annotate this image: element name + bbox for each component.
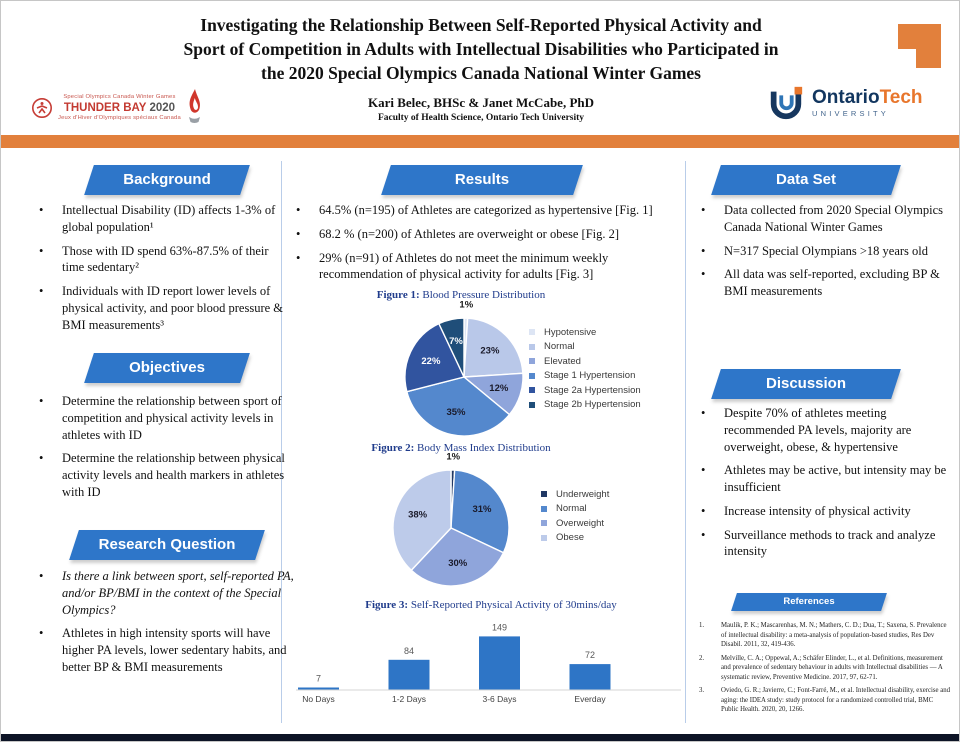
bullet-dot: • bbox=[296, 203, 301, 217]
pie-slice-label: 23% bbox=[480, 345, 500, 357]
thunder-bay-logo-text bbox=[58, 94, 181, 123]
figure2-pie-chart bbox=[373, 451, 543, 601]
reference-text: Oviedo, G. R.; Javierre, C.; Font-Farré, M., et al. Intellectual disability, exercise and aging: the IDEA study: study protocol for a randomized controlled trial, BMC Public Health. 2020, 20, 1266. bbox=[721, 687, 951, 714]
pie-slice-label: 1% bbox=[459, 299, 474, 311]
figure3-caption bbox=[311, 599, 671, 611]
bullet-text: Data collected from 2020 Special Olympics Canada National Winter Games bbox=[724, 203, 944, 234]
background-bullets bbox=[39, 202, 293, 340]
bar-value-label: 84 bbox=[403, 645, 415, 656]
pie-slice-label: 31% bbox=[472, 504, 492, 516]
bullet-text: Athletes in high intensity sports will have higher PA levels, lower sedentary habits, and better BP & BMI measurements bbox=[62, 626, 287, 674]
legend-marker bbox=[529, 329, 535, 335]
orange-corner-decoration-step bbox=[916, 49, 941, 68]
bullet-item bbox=[701, 527, 953, 561]
legend-item bbox=[529, 325, 641, 340]
legend-label: Stage 2b Hypertension bbox=[544, 399, 641, 411]
bullet-item bbox=[701, 405, 953, 455]
background-title: Background bbox=[123, 171, 211, 188]
references-list bbox=[699, 621, 951, 719]
bullet-item bbox=[39, 450, 295, 500]
bullet-item bbox=[701, 462, 953, 496]
bullet-text: Athletes may be active, but intensity may be insufficient bbox=[724, 463, 947, 494]
bar-category-label: 1-2 Days bbox=[391, 694, 427, 704]
references-banner bbox=[734, 593, 884, 611]
footer-bar bbox=[1, 734, 960, 742]
bullet-text: Despite 70% of athletes meeting recommended PA levels, majority are overweight, obese, & hypertensive bbox=[724, 406, 912, 454]
bullet-dot: • bbox=[39, 569, 44, 583]
bar-value-label: 72 bbox=[584, 650, 596, 661]
bullet-dot: • bbox=[39, 203, 44, 217]
legend-item bbox=[529, 340, 641, 355]
pie-slice-label: 1% bbox=[446, 451, 461, 463]
figure2-legend bbox=[541, 487, 609, 545]
reference-number: 1. bbox=[699, 622, 705, 629]
reference-number: 2. bbox=[699, 654, 705, 662]
bullet-item bbox=[296, 226, 684, 243]
bar-category-label: No Days bbox=[302, 694, 335, 704]
bullet-text: Determine the relationship between physical activity levels and health markers in athletes with ID bbox=[62, 451, 285, 499]
data-set-banner bbox=[716, 165, 896, 195]
bullet-dot: • bbox=[39, 243, 44, 258]
bullet-text: 68.2 % (n=200) of Athletes are overweight or obese [Fig. 2] bbox=[319, 226, 620, 241]
research-question-banner bbox=[74, 530, 260, 560]
bullet-item bbox=[296, 250, 684, 284]
ontario-tech-logo-text bbox=[812, 88, 923, 118]
bar-3-6-days bbox=[479, 636, 520, 690]
legend-label: Normal bbox=[544, 341, 575, 353]
bullet-item bbox=[39, 202, 293, 236]
data-set-bullets bbox=[701, 202, 951, 307]
figure1-legend bbox=[529, 325, 641, 412]
bullet-dot: • bbox=[701, 243, 706, 258]
bullet-dot: • bbox=[39, 284, 44, 298]
bullet-dot: • bbox=[296, 250, 301, 265]
results-bullets bbox=[296, 202, 684, 290]
legend-marker bbox=[541, 535, 547, 541]
reference-number: 3. bbox=[699, 687, 705, 695]
reference-text: Maulik, P. K.; Mascarenhas, M. N.; Mathers, C. D.; Dua, T.; Saxena, S. Prevalence of intellectual disability: a meta-analysis of population-based studies, Res Dev Disabil. 2011, 32, 419-436. bbox=[721, 622, 947, 649]
bullet-text: 64.5% (n=195) of Athletes are categorized as hypertensive [Fig. 1] bbox=[319, 203, 653, 217]
tb-logo-city: THUNDER BAY bbox=[63, 101, 147, 114]
legend-marker bbox=[529, 358, 535, 364]
bullet-item bbox=[39, 568, 297, 618]
bullet-text: Increase intensity of physical activity bbox=[724, 503, 911, 518]
bullet-dot: • bbox=[701, 203, 706, 217]
legend-label: Stage 2a Hypertension bbox=[544, 384, 641, 396]
torch-icon bbox=[186, 88, 203, 128]
bullet-item bbox=[39, 283, 293, 333]
ot-logo-name-ontario: Ontario bbox=[812, 87, 880, 109]
discussion-title: Discussion bbox=[765, 375, 847, 392]
bullet-item bbox=[701, 202, 951, 236]
legend-item bbox=[529, 383, 641, 398]
bullet-item bbox=[701, 503, 953, 520]
legend-marker bbox=[541, 506, 547, 512]
legend-marker bbox=[529, 402, 535, 408]
bar-everday bbox=[570, 664, 611, 690]
figure2-caption-text: Body Mass Index Distribution bbox=[417, 442, 551, 454]
discussion-bullets bbox=[701, 405, 953, 567]
bar-value-label: 7 bbox=[315, 673, 322, 684]
bullet-text: Individuals with ID report lower levels of physical activity, and poor blood pressure & BMI measurements³ bbox=[62, 284, 284, 332]
bar-category-label: 3-6 Days bbox=[482, 694, 517, 704]
legend-item bbox=[541, 531, 609, 546]
pie-slice-label: 38% bbox=[408, 509, 428, 521]
orange-corner-decoration bbox=[898, 24, 941, 49]
title-line-3: the 2020 Special Olympics Canada National Winter Games bbox=[261, 63, 701, 83]
bullet-item bbox=[701, 266, 951, 300]
figure3-bar-chart bbox=[296, 613, 686, 713]
legend-label: Hypotensive bbox=[544, 326, 597, 338]
references-title: References bbox=[783, 596, 835, 607]
ot-logo-name-tech: Tech bbox=[879, 87, 923, 109]
bullet-dot: • bbox=[701, 463, 706, 478]
special-olympics-emblem-icon bbox=[31, 97, 53, 119]
legend-label: Normal bbox=[556, 503, 587, 515]
data-set-title: Data Set bbox=[775, 171, 837, 188]
ontario-tech-shield-icon bbox=[767, 84, 805, 122]
legend-marker bbox=[541, 491, 547, 497]
legend-item bbox=[541, 516, 609, 531]
figure3-caption-text: Self-Reported Physical Activity of 30mins/day bbox=[410, 599, 617, 611]
discussion-banner bbox=[716, 369, 896, 399]
reference-item bbox=[699, 654, 951, 683]
bullet-text: N=317 Special Olympians >18 years old bbox=[724, 243, 928, 258]
legend-label: Obese bbox=[556, 532, 584, 544]
tb-logo-line2 bbox=[58, 101, 181, 115]
pie-slice-label: 30% bbox=[448, 557, 468, 569]
bullet-text: Intellectual Disability (ID) affects 1-3% of global population¹ bbox=[62, 203, 276, 234]
background-banner bbox=[89, 165, 245, 195]
bullet-dot: • bbox=[39, 394, 44, 408]
ot-logo-subtitle: UNIVERSITY bbox=[812, 109, 890, 119]
reference-item bbox=[699, 686, 951, 715]
thunder-bay-2020-logo bbox=[31, 85, 209, 131]
legend-label: Elevated bbox=[544, 355, 581, 367]
legend-item bbox=[541, 502, 609, 517]
bullet-text: Surveillance methods to track and analyze intensity bbox=[724, 527, 936, 559]
bullet-text: Is there a link between sport, self-reported PA, and/or BP/BMI in the context of the Special Olympics? bbox=[62, 569, 294, 617]
pie-slice-label: 22% bbox=[421, 355, 441, 367]
legend-label: Overweight bbox=[556, 517, 605, 529]
reference-item bbox=[699, 621, 951, 650]
bullet-dot: • bbox=[296, 226, 301, 241]
legend-label: Stage 1 Hypertension bbox=[544, 370, 636, 382]
legend-marker bbox=[529, 387, 535, 393]
bullet-dot: • bbox=[701, 267, 706, 282]
bullet-dot: • bbox=[701, 527, 706, 542]
title-line-1: Investigating the Relationship Between Self-Reported Physical Activity and bbox=[200, 15, 762, 35]
bullet-dot: • bbox=[701, 406, 706, 420]
reference-text: Melville, C. A.; Oppewal, A.; Schäfer Elinder, L., et al. Definitions, measurement and prevalence of sedentary behaviour in adults with Intellectual disabilities — A systematic review, Preventive Medicine. 2017, 97, 62-71. bbox=[721, 654, 943, 681]
legend-item bbox=[529, 354, 641, 369]
pie-slice-label: 12% bbox=[489, 382, 509, 394]
tb-logo-line1: Special Olympics Canada Winter Games bbox=[63, 93, 176, 100]
bar-category-label: Everday bbox=[574, 694, 606, 704]
bullet-item bbox=[39, 625, 297, 675]
bullet-item bbox=[296, 202, 684, 219]
results-banner bbox=[386, 165, 578, 195]
bullet-item bbox=[39, 393, 295, 443]
authors-line: Kari Belec, BHSc & Janet McCabe, PhD bbox=[367, 95, 594, 110]
legend-marker bbox=[529, 373, 535, 379]
bullet-dot: • bbox=[701, 503, 706, 518]
tb-logo-year: 2020 bbox=[149, 101, 176, 114]
pie-slice-label: 35% bbox=[446, 407, 466, 419]
pie-slice-label: 7% bbox=[449, 335, 463, 347]
bullet-dot: • bbox=[39, 451, 44, 466]
affiliation-line: Faculty of Health Science, Ontario Tech University bbox=[377, 113, 585, 123]
bar-value-label: 149 bbox=[491, 622, 508, 633]
legend-marker bbox=[541, 520, 547, 526]
results-title: Results bbox=[454, 171, 510, 188]
bullet-item bbox=[39, 243, 293, 277]
legend-marker bbox=[529, 344, 535, 350]
figure1-caption-prefix: Figure 1: bbox=[376, 289, 420, 301]
poster-title bbox=[116, 13, 846, 85]
ot-logo-name bbox=[812, 88, 923, 107]
bullet-dot: • bbox=[39, 626, 44, 641]
bullet-item bbox=[701, 243, 951, 260]
objectives-bullets bbox=[39, 393, 295, 508]
figure1-caption-text: Blood Pressure Distribution bbox=[422, 289, 546, 301]
tb-logo-line3: Jeux d'Hiver d'Olympiques spéciaux Canada bbox=[58, 115, 181, 122]
objectives-title: Objectives bbox=[129, 359, 205, 376]
bullet-text: Determine the relationship between sport of competition and physical activity levels in athletes with ID bbox=[62, 394, 282, 442]
title-line-2: Sport of Competition in Adults with Intellectual Disabilities who Participated in bbox=[183, 39, 779, 59]
figure3-caption-prefix: Figure 3: bbox=[365, 599, 409, 611]
figure2-caption-prefix: Figure 2: bbox=[371, 442, 415, 454]
legend-item bbox=[529, 398, 641, 413]
bullet-text: Those with ID spend 63%-87.5% of their time sedentary² bbox=[62, 243, 269, 275]
ontario-tech-logo bbox=[767, 81, 947, 125]
legend-label: Underweight bbox=[556, 488, 610, 500]
research-question-bullets bbox=[39, 568, 297, 683]
bar-1-2-days bbox=[389, 660, 430, 690]
bullet-text: All data was self-reported, excluding BP & BMI measurements bbox=[724, 267, 940, 298]
legend-item bbox=[529, 369, 641, 384]
research-question-title: Research Question bbox=[98, 536, 236, 553]
legend-item bbox=[541, 487, 609, 502]
objectives-banner bbox=[89, 353, 245, 383]
header-divider-bar bbox=[1, 135, 960, 148]
bullet-text: 29% (n=91) of Athletes do not meet the minimum weekly recommendation of physical activity for adults [Fig. 3] bbox=[319, 250, 609, 282]
